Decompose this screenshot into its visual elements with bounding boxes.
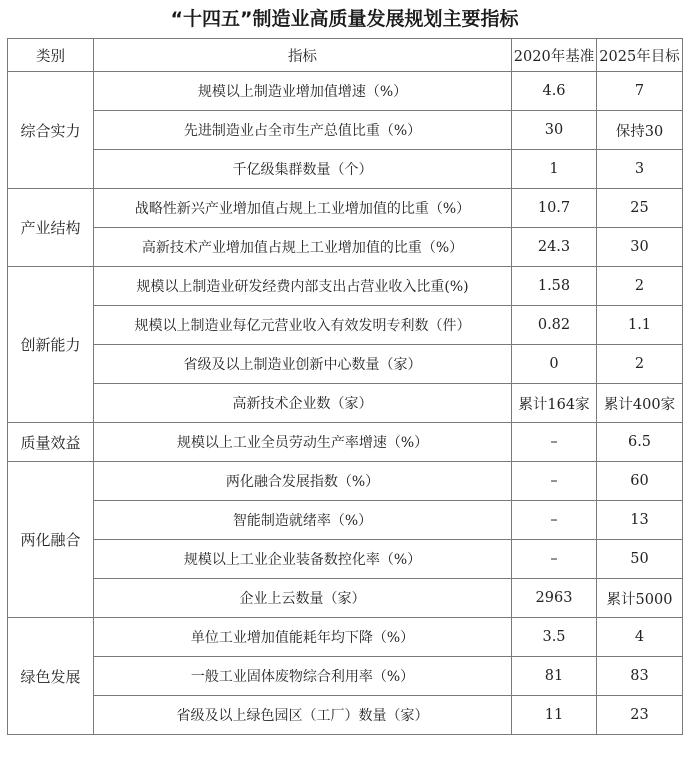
indicator-cell: 规模以上工业企业装备数控化率（%）: [94, 540, 512, 579]
base-2020-cell: 1.58: [512, 267, 597, 306]
target-2025-cell: 3: [597, 150, 683, 189]
target-2025-cell: 保持30: [597, 111, 683, 150]
indicator-cell: 两化融合发展指数（%）: [94, 462, 512, 501]
table-row: [8, 423, 683, 462]
indicator-cell: 规模以上工业全员劳动生产率增速（%）: [94, 423, 512, 462]
table-row: [8, 696, 683, 735]
header-row: [8, 39, 683, 72]
table-row: [8, 150, 683, 189]
base-2020-cell: 3.5: [512, 618, 597, 657]
indicator-cell: 先进制造业占全市生产总值比重（%）: [94, 111, 512, 150]
indicator-cell: 省级及以上制造业创新中心数量（家）: [94, 345, 512, 384]
target-2025-cell: 25: [597, 189, 683, 228]
indicator-cell: 单位工业增加值能耗年均下降（%）: [94, 618, 512, 657]
base-2020-cell: 30: [512, 111, 597, 150]
header-indicator: 指标: [94, 39, 512, 72]
target-2025-cell: 累计400家: [597, 384, 683, 423]
category-cell: 质量效益: [8, 423, 94, 462]
target-2025-cell: 1.1: [597, 306, 683, 345]
indicator-cell: 战略性新兴产业增加值占规上工业增加值的比重（%）: [94, 189, 512, 228]
base-2020-cell: 2963: [512, 579, 597, 618]
target-2025-cell: 83: [597, 657, 683, 696]
header-target-2025: 2025年目标: [597, 39, 683, 72]
category-cell: 创新能力: [8, 267, 94, 423]
target-2025-cell: 2: [597, 267, 683, 306]
indicator-cell: 一般工业固体废物综合利用率（%）: [94, 657, 512, 696]
table-row: [8, 72, 683, 111]
category-cell: 绿色发展: [8, 618, 94, 735]
base-2020-cell: –: [512, 462, 597, 501]
table-row: [8, 345, 683, 384]
base-2020-cell: 0.82: [512, 306, 597, 345]
indicator-table: [7, 38, 683, 735]
target-2025-cell: 60: [597, 462, 683, 501]
table-row: [8, 462, 683, 501]
table-row: [8, 384, 683, 423]
indicator-cell: 规模以上制造业研发经费内部支出占营业收入比重(%): [94, 267, 512, 306]
table-row: [8, 657, 683, 696]
indicator-cell: 企业上云数量（家）: [94, 579, 512, 618]
indicator-cell: 智能制造就绪率（%）: [94, 501, 512, 540]
target-2025-cell: 13: [597, 501, 683, 540]
target-2025-cell: 23: [597, 696, 683, 735]
category-cell: 综合实力: [8, 72, 94, 189]
target-2025-cell: 4: [597, 618, 683, 657]
base-2020-cell: –: [512, 423, 597, 462]
table-body: [8, 72, 683, 735]
indicator-cell: 高新技术企业数（家）: [94, 384, 512, 423]
indicator-cell: 千亿级集群数量（个）: [94, 150, 512, 189]
target-2025-cell: 2: [597, 345, 683, 384]
table-row: [8, 618, 683, 657]
indicator-cell: 省级及以上绿色园区（工厂）数量（家）: [94, 696, 512, 735]
table-row: [8, 540, 683, 579]
table-row: [8, 189, 683, 228]
table-row: [8, 267, 683, 306]
target-2025-cell: 30: [597, 228, 683, 267]
header-category: 类别: [8, 39, 94, 72]
indicator-cell: 高新技术产业增加值占规上工业增加值的比重（%）: [94, 228, 512, 267]
base-2020-cell: 累计164家: [512, 384, 597, 423]
target-2025-cell: 7: [597, 72, 683, 111]
table-row: [8, 306, 683, 345]
base-2020-cell: 81: [512, 657, 597, 696]
table-row: [8, 228, 683, 267]
target-2025-cell: 6.5: [597, 423, 683, 462]
base-2020-cell: 11: [512, 696, 597, 735]
table-row: [8, 579, 683, 618]
table-row: [8, 501, 683, 540]
base-2020-cell: –: [512, 540, 597, 579]
base-2020-cell: 10.7: [512, 189, 597, 228]
base-2020-cell: –: [512, 501, 597, 540]
base-2020-cell: 1: [512, 150, 597, 189]
table-row: [8, 111, 683, 150]
target-2025-cell: 累计5000: [597, 579, 683, 618]
base-2020-cell: 24.3: [512, 228, 597, 267]
category-cell: 两化融合: [8, 462, 94, 618]
category-cell: 产业结构: [8, 189, 94, 267]
target-2025-cell: 50: [597, 540, 683, 579]
header-base-2020: 2020年基准: [512, 39, 597, 72]
indicator-cell: 规模以上制造业增加值增速（%）: [94, 72, 512, 111]
indicator-cell: 规模以上制造业每亿元营业收入有效发明专利数（件）: [94, 306, 512, 345]
base-2020-cell: 4.6: [512, 72, 597, 111]
table-title: “十四五”制造业高质量发展规划主要指标: [170, 8, 519, 30]
base-2020-cell: 0: [512, 345, 597, 384]
